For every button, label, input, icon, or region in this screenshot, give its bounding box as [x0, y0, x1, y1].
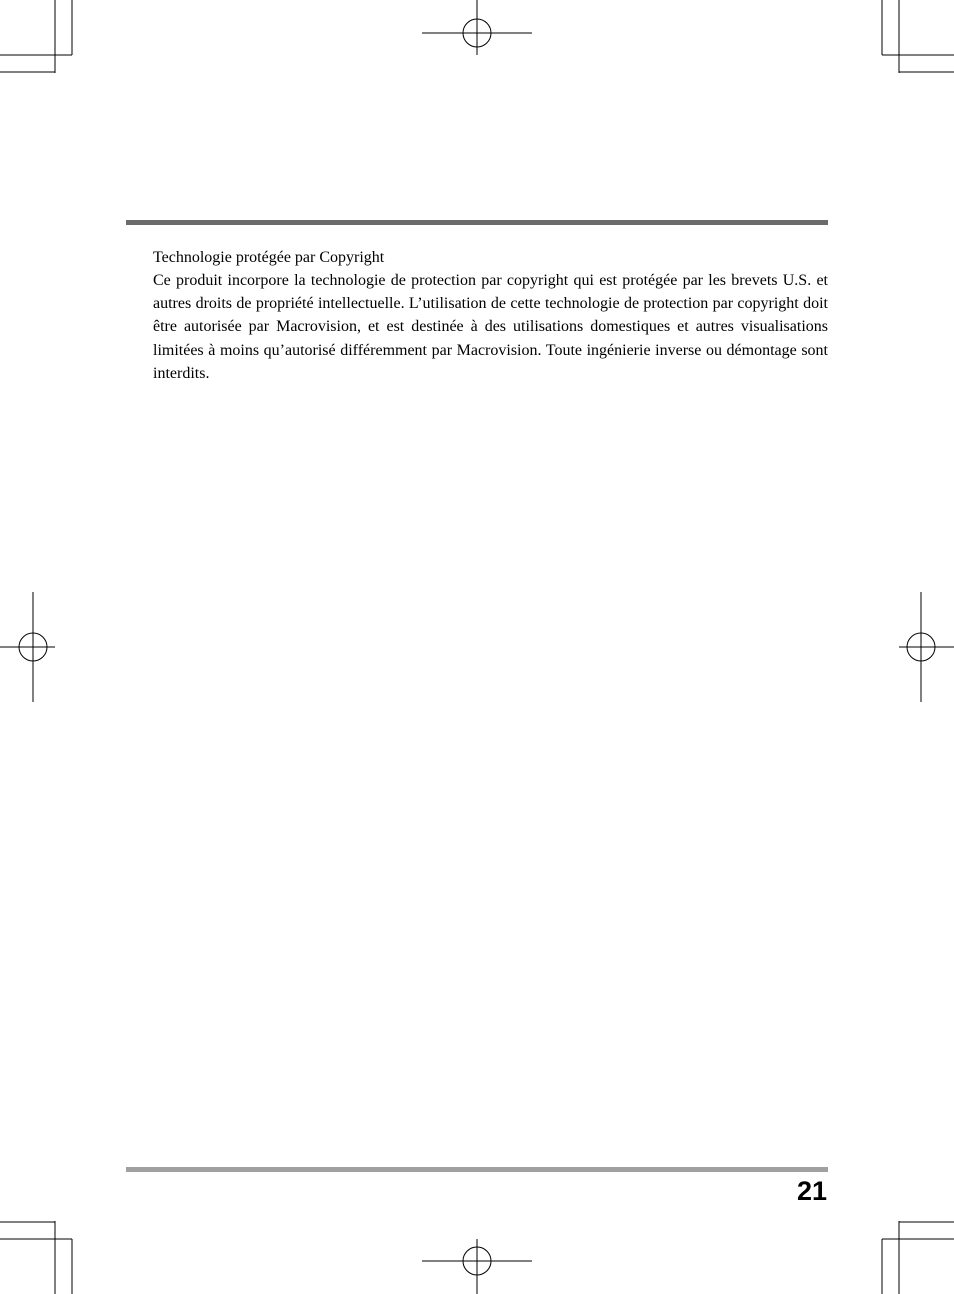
registration-mark-bottom — [422, 1239, 532, 1294]
copyright-section — [153, 246, 828, 385]
page-number: 21 — [796, 1176, 827, 1206]
registration-mark-top — [422, 0, 532, 55]
registration-mark-right — [899, 592, 954, 702]
registration-mark-left — [0, 592, 55, 702]
section-heading: Technologie protégée par Copyright — [153, 249, 385, 266]
top-divider-rule — [126, 220, 828, 225]
section-paragraph: Ce produit incorpore la technologie de protection par copyright qui est protégée par les brevets U.S. et autres droits de propriété intellectuelle. L’utilisation de cette technologie de protection par copyright doit être autorisée par Macrovision, et est destinée à des utilisations domestiques et autres visualisations limitées à moins qu’autorisé différemment par Macrovision. Toute ingénierie inverse ou démontage sont interdits. — [153, 272, 828, 382]
bottom-divider-rule — [126, 1167, 828, 1172]
